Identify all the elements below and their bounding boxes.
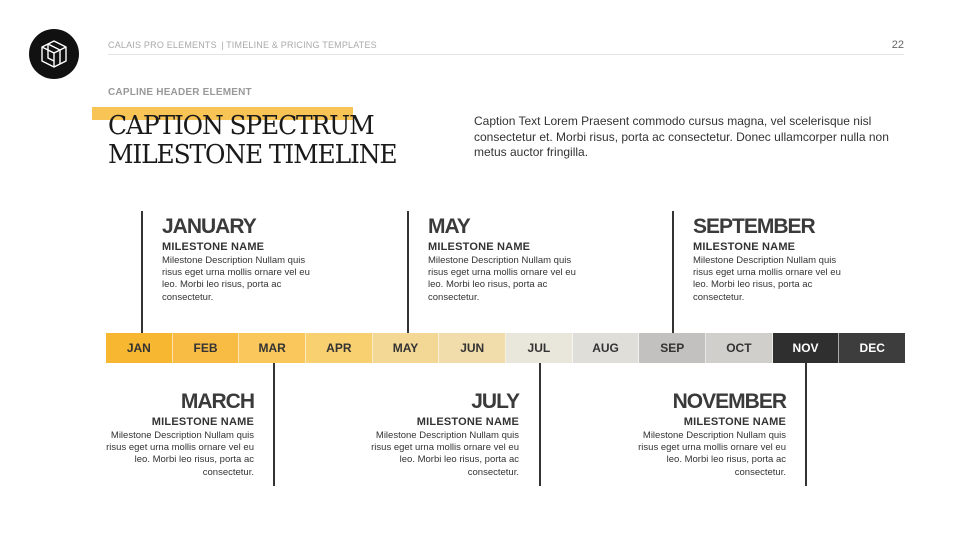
brand-name: CALAIS PRO ELEMENTS bbox=[108, 40, 217, 50]
title-line-1: CAPTION SPECTRUM bbox=[108, 111, 374, 141]
capline-header: CAPLINE HEADER ELEMENT bbox=[108, 87, 252, 98]
month-cell-may: MAY bbox=[373, 333, 440, 363]
connector-line-may bbox=[407, 211, 409, 333]
milestone-november bbox=[611, 389, 786, 479]
page-number: 22 bbox=[891, 39, 904, 51]
milestone-name: MILESTONE NAME bbox=[151, 416, 254, 428]
milestone-description: Milestone Description Nullam quis risus eget urna mollis ornare vel eu leo. Morbi leo risus, porta ac consectetur. bbox=[428, 255, 576, 303]
milestone-may bbox=[428, 214, 603, 304]
connector-line-jul bbox=[539, 363, 541, 486]
milestone-description: Milestone Description Nullam quis risus eget urna mollis ornare vel eu leo. Morbi leo risus, porta ac consectetur. bbox=[693, 255, 841, 303]
month-cell-mar: MAR bbox=[239, 333, 306, 363]
title-line-2: MILESTONE TIMELINE bbox=[108, 140, 397, 170]
month-cell-sep: SEP bbox=[639, 333, 706, 363]
milestone-january bbox=[162, 214, 337, 304]
cube-icon bbox=[40, 39, 68, 69]
connector-line-jan bbox=[141, 211, 143, 333]
milestone-name: MILESTONE NAME bbox=[683, 416, 786, 428]
brand-line bbox=[108, 40, 377, 50]
milestone-month: JULY bbox=[471, 390, 519, 413]
milestone-month: JANUARY bbox=[162, 215, 256, 238]
brand-separator: | bbox=[221, 40, 225, 50]
month-cell-nov: NOV bbox=[773, 333, 840, 363]
milestone-month: NOVEMBER bbox=[672, 390, 786, 413]
milestone-name: MILESTONE NAME bbox=[428, 241, 531, 253]
brand-subtitle: TIMELINE & PRICING TEMPLATES bbox=[226, 40, 377, 50]
month-cell-feb: FEB bbox=[173, 333, 240, 363]
month-cell-jul: JUL bbox=[506, 333, 573, 363]
month-cell-jan: JAN bbox=[106, 333, 173, 363]
logo bbox=[29, 29, 79, 79]
connector-line-mar bbox=[273, 363, 275, 486]
milestone-description: Milestone Description Nullam quis risus eget urna mollis ornare vel eu leo. Morbi leo risus, porta ac consectetur. bbox=[371, 430, 519, 478]
intro-caption: Caption Text Lorem Praesent commodo cursus magna, vel scelerisque nisl consectetur et. Morbi risus, porta ac consectetur. Donec ullamcorper nulla non metus auctor fringilla. bbox=[474, 114, 889, 159]
milestone-july bbox=[344, 389, 519, 479]
month-bar bbox=[106, 333, 905, 363]
header-divider bbox=[108, 54, 904, 55]
milestone-month: MAY bbox=[428, 215, 470, 238]
month-cell-jun: JUN bbox=[439, 333, 506, 363]
month-cell-apr: APR bbox=[306, 333, 373, 363]
milestone-name: MILESTONE NAME bbox=[693, 241, 796, 253]
connector-line-sep bbox=[672, 211, 674, 333]
connector-line-nov bbox=[805, 363, 807, 486]
page-title bbox=[108, 112, 396, 170]
milestone-september bbox=[693, 214, 868, 304]
month-cell-oct: OCT bbox=[706, 333, 773, 363]
milestone-march bbox=[79, 389, 254, 479]
milestone-month: MARCH bbox=[180, 390, 254, 413]
milestone-name: MILESTONE NAME bbox=[162, 241, 265, 253]
month-cell-aug: AUG bbox=[573, 333, 640, 363]
milestone-name: MILESTONE NAME bbox=[416, 416, 519, 428]
month-cell-dec: DEC bbox=[839, 333, 905, 363]
milestone-month: SEPTEMBER bbox=[693, 215, 815, 238]
milestone-description: Milestone Description Nullam quis risus eget urna mollis ornare vel eu leo. Morbi leo risus, porta ac consectetur. bbox=[638, 430, 786, 478]
milestone-description: Milestone Description Nullam quis risus eget urna mollis ornare vel eu leo. Morbi leo risus, porta ac consectetur. bbox=[106, 430, 254, 478]
milestone-description: Milestone Description Nullam quis risus eget urna mollis ornare vel eu leo. Morbi leo risus, porta ac consectetur. bbox=[162, 255, 310, 303]
